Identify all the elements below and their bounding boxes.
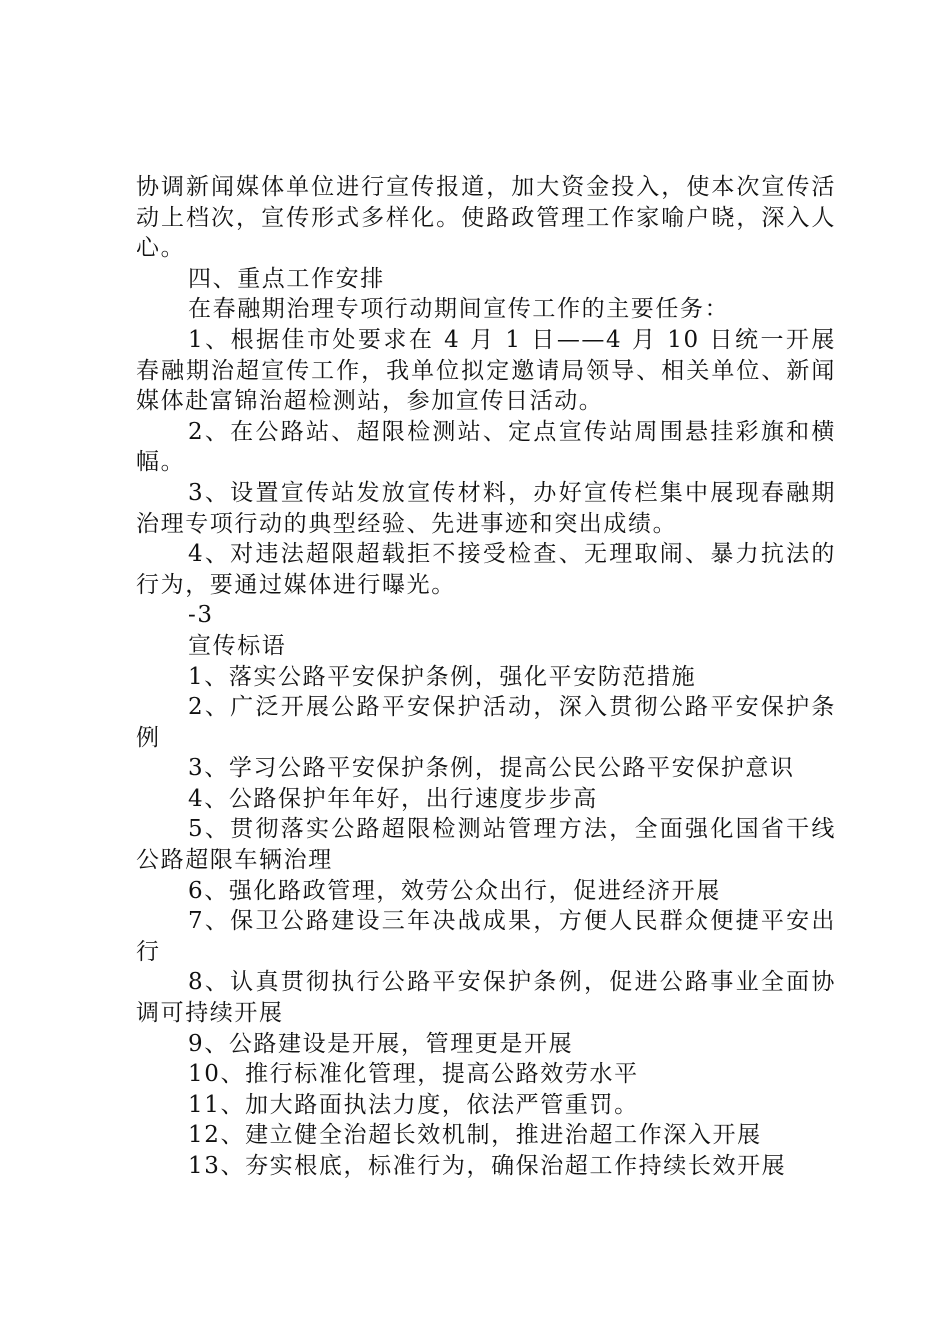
slogan-item-6: 6、强化路政管理，效劳公众出行，促进经济开展	[188, 877, 721, 904]
page-number: -3	[188, 602, 214, 629]
task-item-3: 3、设置宣传站发放宣传材料，办好宣传栏集中展现春融期治理专项行动的典型经验、先进事迹和突出成绩。	[136, 479, 836, 537]
slogan-item-2: 2、广泛开展公路平安保护活动，深入贯彻公路平安保护条例	[136, 694, 836, 751]
slogan-item-12: 12、建立健全治超长效机制，推进治超工作深入开展	[188, 1122, 762, 1149]
slogan-item-10: 10、推行标准化管理，提高公路效劳水平	[188, 1061, 639, 1088]
slogan-item-4: 4、公路保护年年好，出行速度步步高	[188, 785, 598, 812]
slogan-item-7: 7、保卫公路建设三年决战成果，方便人民群众便捷平安出行	[136, 908, 836, 965]
slogan-item-5: 5、贯彻落实公路超限检测站管理方法，全面强化国省干线公路超限车辆治理	[136, 816, 836, 874]
slogan-item-8: 8、认真贯彻执行公路平安保护条例，促进公路事业全面协调可持续开展	[136, 969, 836, 1027]
section-heading-key-work: 四、重点工作安排	[188, 265, 385, 292]
task-item-2: 2、在公路站、超限检测站、定点宣传站周围悬挂彩旗和横幅。	[136, 418, 836, 476]
slogan-item-3: 3、学习公路平安保护条例，提高公民公路平安保护意识	[188, 755, 795, 782]
slogan-item-13: 13、夯实根底，标准行为，确保治超工作持续长效开展	[188, 1153, 787, 1179]
document-body	[136, 172, 836, 1182]
section-heading-slogans: 宣传标语	[188, 632, 287, 659]
task-item-4: 4、对违法超限超载拒不接受检查、无理取闹、暴力抗法的行为，要通过媒体进行曝光。	[136, 541, 836, 598]
slogan-item-9: 9、公路建设是开展，管理更是开展	[188, 1030, 574, 1057]
slogan-item-11: 11、加大路面执法力度，依法严管重罚。	[188, 1091, 639, 1118]
task-item-1: 1、根据佳市处要求在 4 月 1 日——4 月 10 日统一开展春融期治超宣传工作，我单位拟定邀请局领导、相关单位、新闻媒体赴富锦治超检测站，参加宣传日活动。	[136, 326, 836, 415]
paragraph-intro-continuation: 协调新闻媒体单位进行宣传报道，加大资金投入，使本次宣传活动上档次，宣传形式多样化。使路政管理工作家喻户晓，深入人心。	[136, 174, 836, 262]
paragraph-main-tasks: 在春融期治理专项行动期间宣传工作的主要任务：	[188, 296, 730, 323]
slogan-item-1: 1、落实公路平安保护条例，强化平安防范措施	[188, 663, 697, 690]
